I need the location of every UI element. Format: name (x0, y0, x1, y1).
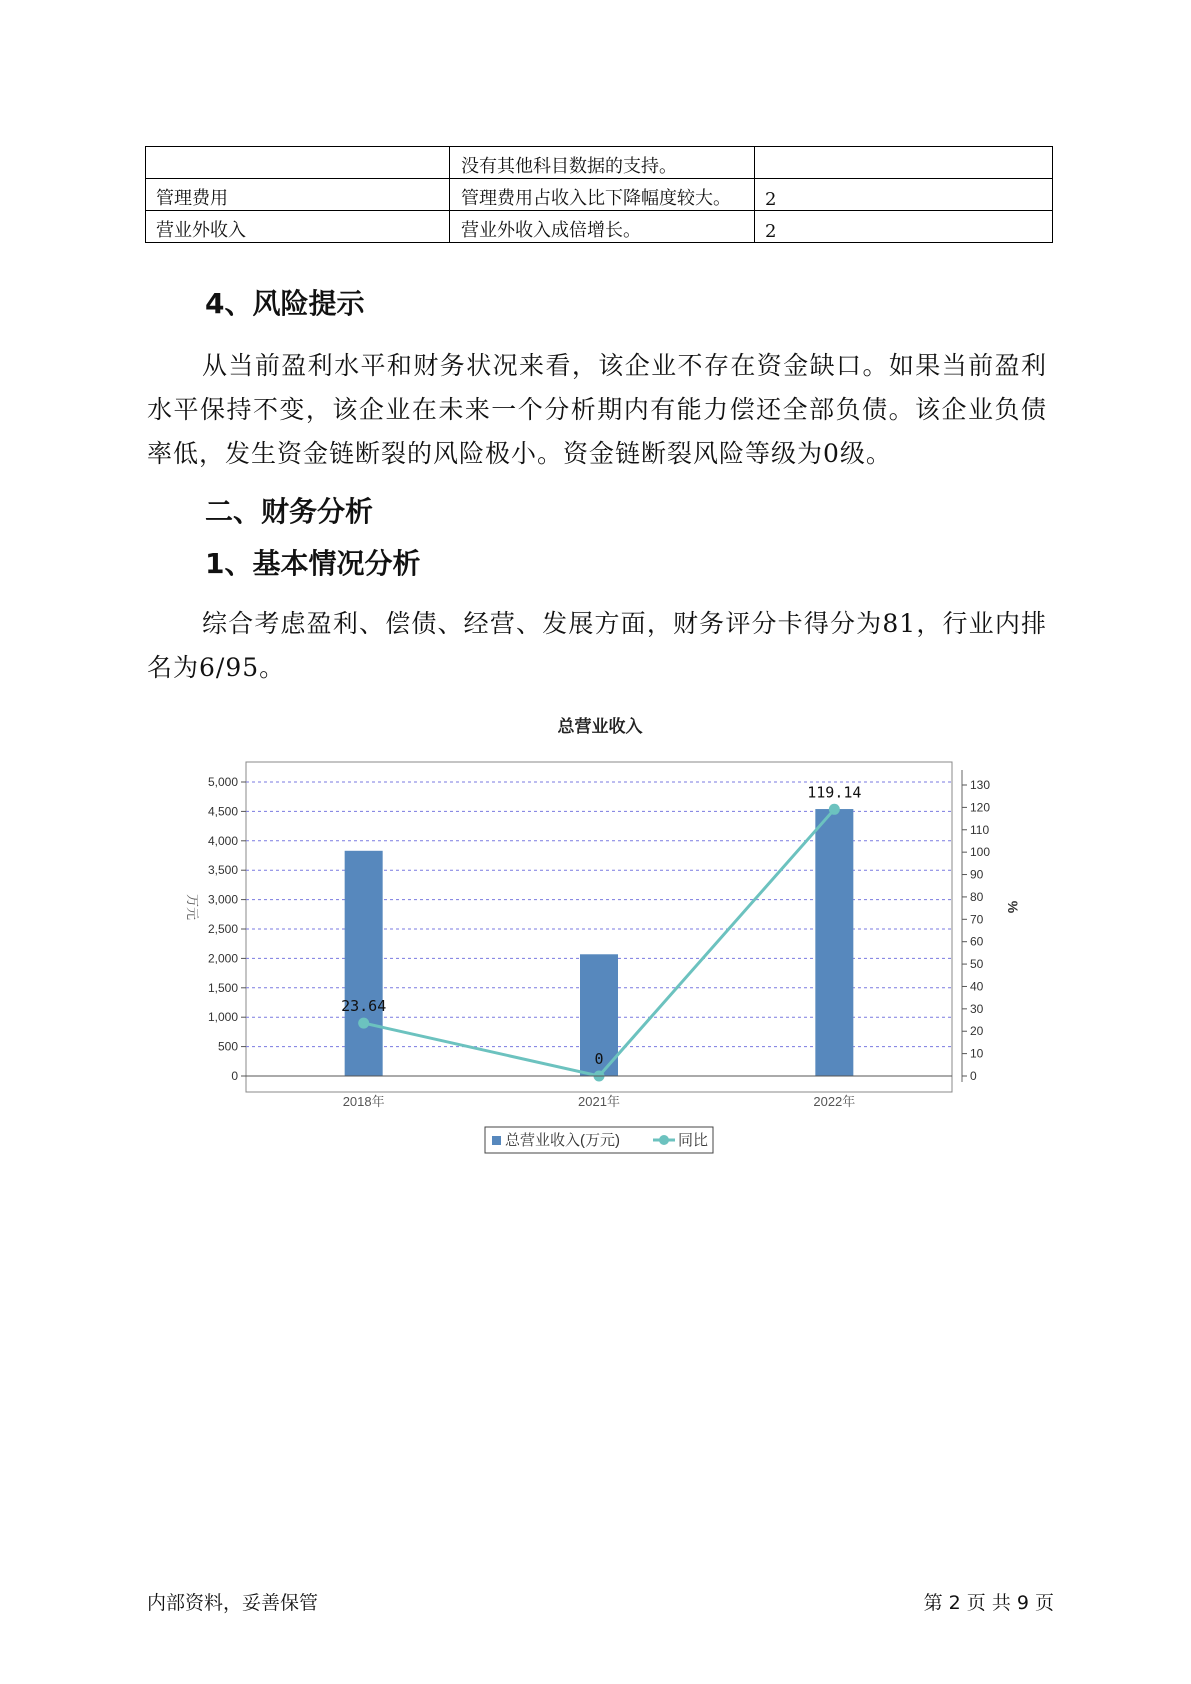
yoy-data-label: 23.64 (341, 997, 387, 1016)
y2-tick-label: 30 (970, 1001, 984, 1016)
y-tick-label: 4,000 (207, 833, 238, 848)
revenue-chart (170, 712, 1030, 1172)
y2-tick-label: 60 (970, 934, 984, 949)
y2-tick-label: 10 (970, 1046, 984, 1061)
basic-analysis-paragraph: 综合考虑盈利、偿债、经营、发展方面，财务评分卡得分为81，行业内排名为6/95。 (147, 609, 1047, 682)
y-axis-label: 万元 (185, 893, 200, 921)
table-cell-description: 没有其他科目数据的支持。 (450, 147, 755, 179)
y-tick-label: 4,500 (207, 804, 238, 819)
y-tick-label: 2,500 (207, 922, 238, 936)
risk-items-table (145, 146, 1053, 243)
yoy-point (358, 1018, 369, 1029)
y-tick-label: 3,500 (207, 863, 238, 878)
y2-tick-label: 80 (970, 889, 984, 904)
y-tick-label: 1,000 (207, 1010, 238, 1025)
bar-2018年 (345, 851, 383, 1076)
y2-tick-label: 110 (970, 822, 990, 837)
y-tick-label: 500 (217, 1039, 238, 1054)
finance-heading: 二、财务分析 (205, 495, 374, 528)
x-tick-label: 2018年 (342, 1094, 385, 1109)
risk-heading: 4、风险提示 (205, 287, 365, 320)
y-tick-label: 2,000 (207, 951, 238, 966)
yoy-data-label: 119.14 (807, 783, 862, 802)
table-cell-score: 2 (755, 179, 1053, 211)
y2-tick-label: 20 (970, 1024, 984, 1039)
footer-confidential: 内部资料，妥善保管 (147, 1592, 319, 1614)
table-row (146, 147, 1053, 179)
table-row (146, 179, 1053, 211)
table-cell-item: 管理费用 (146, 179, 450, 211)
bar-2022年 (815, 809, 853, 1076)
y2-axis-label: % (1005, 900, 1021, 914)
y-tick-label: 0 (231, 1069, 238, 1083)
table-cell-item (146, 147, 450, 179)
x-tick-label: 2021年 (578, 1094, 620, 1109)
y-tick-label: 3,000 (207, 892, 238, 907)
y2-tick-label: 40 (970, 979, 984, 994)
table-cell-score: 2 (755, 211, 1053, 243)
table-row (146, 211, 1053, 243)
y-tick-label: 5,000 (207, 775, 238, 789)
y2-tick-label: 70 (970, 912, 984, 927)
legend-bar-label: 总营业收入(万元) (505, 1132, 620, 1149)
table-cell-score (755, 147, 1053, 179)
legend-line-label: 同比 (678, 1132, 709, 1149)
y2-tick-label: 90 (970, 867, 984, 882)
y-axis-right (962, 770, 990, 1083)
table-cell-item: 营业外收入 (146, 211, 450, 243)
risk-paragraph: 从当前盈利水平和财务状况来看，该企业不存在资金缺口。如果当前盈利水平保持不变，该企业在未来一个分析期内有能力偿还全部负债。该企业负债率低，发生资金链断裂的风险极小。资金链断裂风险等级为0级。 (147, 351, 1047, 468)
legend-bar-swatch (492, 1136, 501, 1145)
chart-legend (485, 1127, 713, 1153)
table-cell-description: 营业外收入成倍增长。 (450, 211, 755, 243)
legend-line-marker (659, 1135, 669, 1145)
yoy-data-label: 0 (594, 1050, 604, 1068)
footer-page-number: 第 2 页 共 9 页 (923, 1592, 1054, 1614)
y-tick-label: 1,500 (207, 980, 238, 995)
y2-tick-label: 130 (970, 778, 991, 792)
basic-analysis-heading: 1、基本情况分析 (205, 547, 421, 580)
table-cell-description: 管理费用占收入比下降幅度较大。 (450, 179, 755, 211)
y2-tick-label: 50 (970, 957, 984, 972)
y2-tick-label: 100 (970, 845, 991, 860)
y2-tick-label: 120 (970, 800, 991, 815)
y-axis-left (208, 775, 246, 1083)
y2-tick-label: 0 (970, 1069, 977, 1083)
yoy-point (829, 804, 840, 815)
x-tick-label: 2022年 (813, 1094, 856, 1109)
chart-title: 总营业收入 (557, 717, 643, 736)
